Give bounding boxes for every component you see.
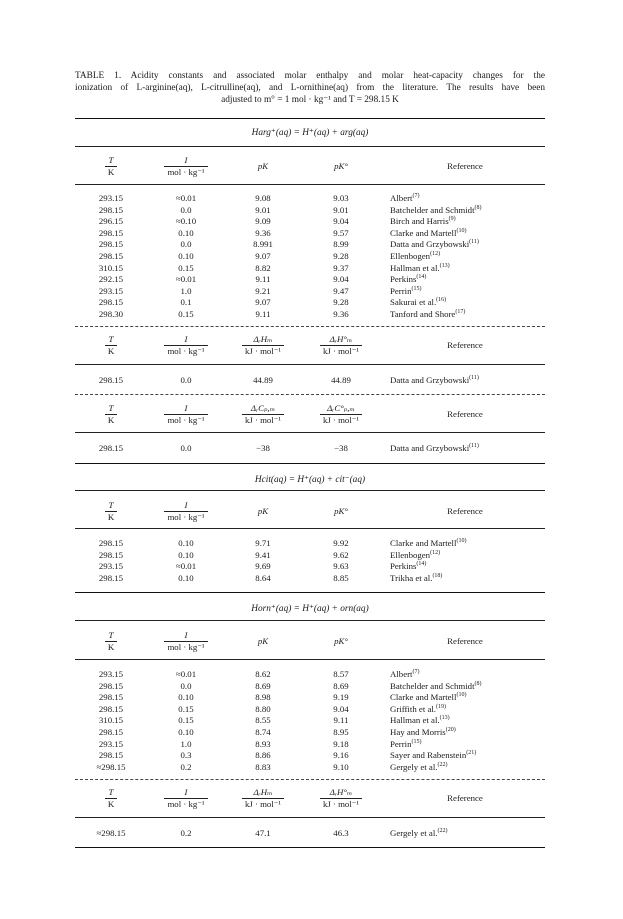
ornithine-row-reference-number: (7) (412, 669, 420, 675)
header-I-denominator: mol · kg⁻¹ (164, 641, 207, 653)
arginine-row-reference-number: (11) (469, 239, 479, 246)
header-I-numerator: I (184, 403, 188, 413)
header-T-denominator: K (105, 166, 117, 178)
arginine-row-T: 293.15 (98, 193, 124, 203)
ornithine-row-pK: 8.98 (255, 692, 271, 703)
arginine-row-pK: 9.08 (255, 193, 271, 203)
ornithine-row-reference-number: (13) (439, 715, 450, 722)
header-I-denominator: mol · kg⁻¹ (164, 166, 207, 178)
arginine-row-reference-number: (16) (436, 297, 447, 304)
citrulline-row-pK: 9.41 (255, 549, 271, 560)
rule (75, 184, 545, 185)
citrulline-row-pK: 8.64 (255, 572, 271, 583)
header-pK0: pK° (334, 636, 348, 646)
header-dH0 (312, 334, 370, 357)
ornithine-row-I: 0.3 (180, 750, 192, 761)
citrulline-row-I: ≈0.01 (175, 561, 197, 572)
ornithine-row-T: 298.15 (98, 692, 124, 703)
ornithine-row-I: 0.10 (178, 727, 194, 737)
arginine-row-pK: 9.36 (255, 227, 271, 238)
header-dH-numerator: ΔᵣHₘ (253, 787, 273, 797)
ornithine-row-T: 293.15 (98, 738, 124, 749)
arginine-row-I: ≈0.01 (175, 193, 197, 203)
ornithine-row-T: 310.15 (98, 715, 124, 726)
header-T-numerator: T (108, 500, 114, 510)
header-I (150, 403, 222, 426)
ornithine-row-pK0: 9.04 (333, 703, 349, 714)
ornithine-equation: Horn⁺(aq) = H⁺(aq) + orn(aq) (251, 604, 369, 614)
rule (75, 817, 545, 818)
ornithine-row-I: ≈0.01 (175, 669, 197, 679)
arginine-row-reference: Hallman et al.$^{(13)}$ (390, 262, 450, 273)
header-T-denominator: K (105, 641, 117, 653)
ornithine-row-T: 298.15 (98, 680, 124, 691)
arginine-row-reference-number: (17) (455, 309, 466, 315)
arginine-row-reference: Albert$^{(7)}$ (390, 193, 420, 203)
header-T (86, 500, 136, 523)
arginine-heatcap-row-I: 0.0 (180, 443, 192, 453)
header-dC-numerator: ΔᵣCₚ,ₘ (250, 403, 276, 413)
arginine-row-pK: 8.82 (255, 262, 271, 273)
rule (75, 659, 545, 660)
arginine-row-pK: 9.21 (255, 285, 271, 296)
ornithine-row-reference: Clarke and Martell$^{(10)}$ (390, 692, 467, 703)
citrulline-row-T: 298.15 (98, 549, 124, 560)
arginine-row-pK0: 9.37 (333, 262, 349, 273)
header-dH-numerator: ΔᵣHₘ (253, 334, 273, 344)
header-dH-denominator: kJ · mol⁻¹ (242, 798, 284, 810)
arginine-enthalpy-row-reference-number: (11) (469, 375, 479, 381)
citrulline-row-T: 298.15 (98, 538, 124, 548)
ornithine-row-pK: 8.69 (255, 680, 271, 691)
rule (75, 146, 545, 147)
ornithine-row-pK0: 9.10 (333, 761, 349, 772)
header-I-numerator: I (184, 334, 188, 344)
header-T-numerator: T (108, 403, 114, 413)
ornithine-row-reference: Batchelder and Schmidt$^{(8)}$ (390, 680, 482, 691)
ornithine-row-I: 0.0 (180, 680, 192, 691)
rule (75, 528, 545, 529)
ornithine-row-T: 298.15 (98, 727, 124, 737)
header-dC0-numerator: ΔᵣC°ₚ,ₘ (327, 403, 355, 413)
ornithine-row-pK: 8.80 (255, 703, 271, 714)
arginine-row-reference-number: (8) (474, 204, 482, 211)
caption-line-3: adjusted to m° = 1 mol · kg⁻¹ and T = 298.15 K (221, 95, 399, 106)
ornithine-row-pK0: 8.69 (333, 680, 349, 691)
arginine-enthalpy-row-reference: Datta and Grzybowski$^{(11)}$ (390, 375, 479, 385)
header-T (86, 630, 136, 653)
ornithine-row-reference-number: (22) (437, 761, 448, 768)
citrulline-row-I: 0.10 (178, 549, 194, 560)
arginine-row-T: 292.15 (98, 274, 124, 285)
header-I-numerator: I (184, 500, 188, 510)
arginine-row-pK0: 9.47 (333, 285, 349, 296)
arginine-row-pK0: 9.04 (333, 274, 349, 285)
ornithine-row-pK: 8.55 (255, 715, 271, 726)
arginine-row-I: 0.10 (178, 227, 194, 238)
ornithine-row-reference-number: (20) (445, 727, 456, 733)
dashed-rule (75, 394, 545, 395)
header-reference: Reference (447, 506, 483, 516)
ornithine-row-reference: Perrin$^{(15)}$ (390, 738, 422, 749)
arginine-enthalpy-row-dH0: 44.89 (331, 375, 351, 385)
header-dH0-numerator: ΔᵣH°ₘ (329, 787, 353, 797)
arginine-heatcap-row-dC: −38 (256, 443, 270, 453)
header-reference: Reference (447, 409, 483, 419)
rule (75, 592, 545, 593)
ornithine-row-pK: 8.74 (255, 727, 271, 737)
caption-line-2: ionization of L-arginine(aq), L-citrulline(aq), and L-ornithine(aq) from the literature. The results have been (75, 83, 545, 94)
arginine-heatcap-row-dC0: −38 (334, 443, 348, 453)
arginine-row-pK: 8.991 (253, 239, 273, 250)
arginine-row-I: 0.0 (180, 239, 192, 250)
arginine-row-pK: 9.07 (255, 251, 271, 261)
header-reference: Reference (447, 636, 483, 646)
arginine-row-I: 1.0 (180, 285, 192, 296)
header-I (150, 630, 222, 653)
arginine-row-pK: 9.01 (255, 204, 271, 215)
arginine-row-reference: Tanford and Shore$^{(17)}$ (390, 309, 466, 319)
header-T-numerator: T (108, 334, 114, 344)
ornithine-row-reference: Hallman et al.$^{(13)}$ (390, 715, 450, 726)
header-I-denominator: mol · kg⁻¹ (164, 798, 207, 810)
ornithine-row-reference: Gergely et al.$^{(22)}$ (390, 761, 448, 772)
header-I (150, 155, 222, 178)
arginine-heatcap-row-reference: Datta and Grzybowski$^{(11)}$ (390, 443, 479, 453)
arginine-enthalpy-row-dH: 44.89 (253, 375, 273, 385)
citrulline-row-reference: Trikha et al.$^{(18)}$ (390, 572, 443, 583)
header-T (86, 403, 136, 426)
arginine-row-T: 296.15 (98, 216, 124, 227)
header-I-denominator: mol · kg⁻¹ (164, 511, 207, 523)
header-pK0: pK° (334, 506, 348, 516)
arginine-row-I: ≈0.10 (175, 216, 197, 227)
citrulline-row-I: 0.10 (178, 538, 194, 548)
arginine-row-I: 0.1 (180, 297, 192, 308)
arginine-heatcap-row-T: 298.15 (98, 443, 124, 453)
citrulline-row-reference-number: (12) (430, 549, 441, 556)
arginine-row-pK0: 9.04 (333, 216, 349, 227)
citrulline-row-pK0: 8.85 (333, 572, 349, 583)
citrulline-row-reference: Ellenbogen$^{(12)}$ (390, 549, 441, 560)
arginine-row-reference-number: (7) (412, 193, 420, 199)
arginine-row-T: 298.15 (98, 297, 124, 308)
arginine-row-reference: Sakurai et al.$^{(16)}$ (390, 297, 447, 308)
header-I (150, 787, 222, 810)
arginine-row-T: 298.15 (98, 239, 124, 250)
rule (75, 364, 545, 365)
citrulline-row-I: 0.10 (178, 572, 194, 583)
rule (75, 620, 545, 621)
arginine-row-reference: Datta and Grzybowski$^{(11)}$ (390, 239, 479, 250)
ornithine-row-pK0: 9.11 (333, 715, 349, 726)
header-T-denominator: K (105, 511, 117, 523)
arginine-row-pK0: 8.99 (333, 239, 349, 250)
table-caption (75, 70, 545, 107)
ornithine-row-reference: Hay and Morris$^{(20)}$ (390, 727, 456, 737)
ornithine-row-reference-number: (8) (474, 680, 482, 687)
header-T (86, 787, 136, 810)
arginine-enthalpy-row-I: 0.0 (180, 375, 192, 385)
header-dH0-denominator: kJ · mol⁻¹ (320, 345, 362, 357)
citrulline-row-pK: 9.71 (255, 538, 271, 548)
arginine-row-reference: Birch and Harris$^{(9)}$ (390, 216, 456, 227)
ornithine-enthalpy-row-T: ≈298.15 (96, 828, 126, 838)
header-dH0-numerator: ΔᵣH°ₘ (329, 334, 353, 344)
ornithine-enthalpy-row-reference: Gergely et al.$^{(22)}$ (390, 828, 448, 838)
header-T (86, 155, 136, 178)
arginine-row-pK: 9.07 (255, 297, 271, 308)
rule (75, 432, 545, 433)
ornithine-row-I: 0.2 (180, 761, 192, 772)
ornithine-row-reference: Griffith et al.$^{(19)}$ (390, 703, 447, 714)
ornithine-row-T: 293.15 (98, 669, 124, 679)
ornithine-enthalpy-row-reference-number: (22) (437, 828, 448, 834)
arginine-row-I: 0.10 (178, 251, 194, 261)
arginine-enthalpy-row-T: 298.15 (98, 375, 124, 385)
ornithine-row-pK: 8.86 (255, 750, 271, 761)
ornithine-enthalpy-row-I: 0.2 (180, 828, 192, 838)
header-T-denominator: K (105, 414, 117, 426)
arginine-row-reference-number: (14) (416, 274, 427, 281)
arginine-row-reference: Batchelder and Schmidt$^{(8)}$ (390, 204, 482, 215)
header-dC0-denominator: kJ · mol⁻¹ (320, 414, 362, 426)
ornithine-row-pK: 8.62 (255, 669, 271, 679)
arginine-row-T: 293.15 (98, 285, 124, 296)
arginine-row-pK0: 9.03 (333, 193, 349, 203)
ornithine-row-pK: 8.93 (255, 738, 271, 749)
arginine-row-I: 0.0 (180, 204, 192, 215)
citrulline-row-pK0: 9.63 (333, 561, 349, 572)
header-dH (234, 787, 292, 810)
arginine-row-T: 298.15 (98, 251, 124, 261)
header-dH (234, 334, 292, 357)
header-T-denominator: K (105, 798, 117, 810)
header-dC-denominator: kJ · mol⁻¹ (242, 414, 284, 426)
header-T-numerator: T (108, 787, 114, 797)
header-dH0 (312, 787, 370, 810)
header-pK: pK (257, 161, 269, 171)
header-pK: pK (257, 636, 269, 646)
ornithine-row-reference: Albert$^{(7)}$ (390, 669, 420, 679)
citrulline-row-pK0: 9.92 (333, 538, 349, 548)
header-pK: pK (257, 506, 269, 516)
header-I-numerator: I (184, 155, 188, 165)
ornithine-row-I: 0.15 (178, 703, 194, 714)
header-T (86, 334, 136, 357)
rule (75, 118, 545, 119)
ornithine-row-T: ≈298.15 (96, 761, 126, 772)
header-I-numerator: I (184, 630, 188, 640)
ornithine-row-pK0: 9.19 (333, 692, 349, 703)
arginine-row-reference-number: (10) (456, 227, 467, 234)
citrulline-row-reference: Clarke and Martell$^{(10)}$ (390, 538, 467, 548)
ornithine-row-pK: 8.83 (255, 761, 271, 772)
header-T-numerator: T (108, 155, 114, 165)
header-dH0-denominator: kJ · mol⁻¹ (320, 798, 362, 810)
ornithine-row-pK0: 8.57 (333, 669, 349, 679)
arginine-row-reference: Clarke and Martell$^{(10)}$ (390, 227, 467, 238)
ornithine-row-reference-number: (10) (456, 692, 467, 699)
arginine-row-reference: Ellenbogen$^{(12)}$ (390, 251, 441, 261)
ornithine-row-pK0: 9.16 (333, 750, 349, 761)
arginine-row-reference: Perrin$^{(15)}$ (390, 285, 422, 296)
header-pK0: pK° (334, 161, 348, 171)
ornithine-row-reference-number: (19) (436, 703, 447, 710)
header-I-denominator: mol · kg⁻¹ (164, 345, 207, 357)
header-I (150, 500, 222, 523)
header-I-numerator: I (184, 787, 188, 797)
caption-line-1: TABLE 1. Acidity constants and associated molar enthalpy and molar heat-capacity changes for the (75, 71, 545, 81)
ornithine-enthalpy-row-dH: 47.1 (255, 828, 271, 838)
arginine-row-pK: 9.09 (255, 216, 271, 227)
header-T-denominator: K (105, 345, 117, 357)
header-dH-denominator: kJ · mol⁻¹ (242, 345, 284, 357)
arginine-row-I: 0.15 (178, 262, 194, 273)
ornithine-row-reference: Sayer and Rabenstein$^{(21)}$ (390, 750, 477, 761)
ornithine-row-reference-number: (15) (411, 738, 422, 745)
arginine-row-I: 0.15 (178, 309, 194, 319)
header-I-denominator: mol · kg⁻¹ (164, 414, 207, 426)
arginine-row-T: 298.15 (98, 204, 124, 215)
arginine-row-reference: Perkins$^{(14)}$ (390, 274, 427, 285)
arginine-row-reference-number: (12) (430, 251, 441, 257)
arginine-row-pK0: 9.36 (333, 309, 349, 319)
citrulline-row-reference-number: (14) (416, 561, 427, 568)
ornithine-row-pK0: 8.95 (333, 727, 349, 737)
ornithine-row-I: 0.10 (178, 692, 194, 703)
arginine-row-pK: 9.11 (255, 274, 271, 285)
arginine-row-pK0: 9.01 (333, 204, 349, 215)
rule (75, 490, 545, 491)
header-dC (234, 403, 292, 426)
arginine-row-T: 310.15 (98, 262, 124, 273)
arginine-heatcap-row-reference-number: (11) (469, 443, 479, 449)
header-I (150, 334, 222, 357)
ornithine-row-I: 1.0 (180, 738, 192, 749)
arginine-row-pK: 9.11 (255, 309, 271, 319)
arginine-row-reference-number: (9) (448, 216, 456, 223)
arginine-row-pK0: 9.28 (333, 251, 349, 261)
header-dC0 (312, 403, 370, 426)
header-T-numerator: T (108, 630, 114, 640)
ornithine-enthalpy-row-dH0: 46.3 (333, 828, 349, 838)
arginine-row-I: ≈0.01 (175, 274, 197, 285)
citrulline-row-T: 298.15 (98, 572, 124, 583)
citrulline-row-pK: 9.69 (255, 561, 271, 572)
rule (75, 847, 545, 848)
dashed-rule (75, 779, 545, 780)
header-reference: Reference (447, 161, 483, 171)
arginine-row-reference-number: (15) (411, 285, 422, 292)
ornithine-row-T: 298.15 (98, 750, 124, 761)
arginine-row-T: 298.30 (98, 309, 124, 319)
citrulline-row-reference-number: (10) (456, 538, 467, 544)
arginine-equation: Harg⁺(aq) = H⁺(aq) + arg(aq) (251, 128, 369, 138)
dashed-rule (75, 326, 545, 327)
arginine-row-pK0: 9.28 (333, 297, 349, 308)
ornithine-row-reference-number: (21) (466, 750, 477, 757)
arginine-row-pK0: 9.57 (333, 227, 349, 238)
citrulline-row-reference-number: (18) (432, 572, 443, 579)
ornithine-row-T: 298.15 (98, 703, 124, 714)
header-reference: Reference (447, 793, 483, 803)
arginine-row-reference-number: (13) (439, 262, 450, 269)
ornithine-row-pK0: 9.18 (333, 738, 349, 749)
citrulline-row-pK0: 9.62 (333, 549, 349, 560)
ornithine-row-I: 0.15 (178, 715, 194, 726)
citrulline-row-reference: Perkins$^{(14)}$ (390, 561, 427, 572)
arginine-row-T: 298.15 (98, 227, 124, 238)
citrulline-equation: Hcit(aq) = H⁺(aq) + cit⁻(aq) (254, 475, 366, 485)
header-reference: Reference (447, 340, 483, 350)
citrulline-row-T: 293.15 (98, 561, 124, 572)
rule (75, 463, 545, 464)
